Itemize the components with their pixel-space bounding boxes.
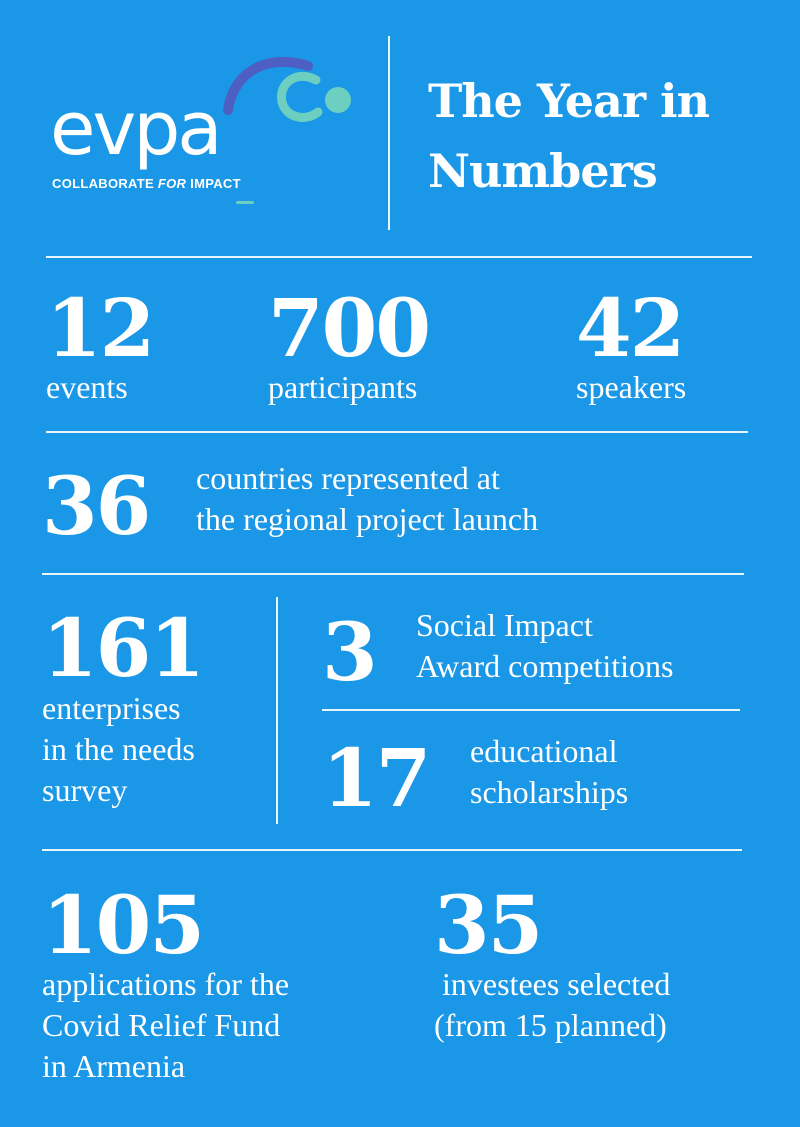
- stat-events-value: 12: [46, 281, 154, 375]
- header-divider: [388, 36, 390, 230]
- page-title: The Year in Numbers: [428, 74, 710, 198]
- divider-1: [46, 256, 752, 258]
- stat-countries-label: countries represented at the regional project launch: [196, 460, 539, 537]
- stat-speakers-label: speakers: [576, 369, 687, 405]
- stat-enterprises-label: enterprises in the needs survey: [42, 690, 195, 808]
- stat-countries-value: 36: [42, 459, 150, 553]
- logo-accent-bar: [236, 201, 254, 204]
- stat-enterprises-value: 161: [42, 601, 203, 695]
- stat-investees-label: investees selected (from 15 planned): [434, 966, 671, 1043]
- divider-awards-scholarships: [322, 709, 740, 711]
- logo-swoosh-icon: [220, 50, 360, 140]
- divider-2: [46, 431, 748, 433]
- stat-awards-value: 3: [322, 605, 376, 699]
- stat-events-label: events: [46, 369, 128, 405]
- stat-applications-label: applications for the Covid Relief Fund in Armenia: [42, 966, 290, 1084]
- row3-divider: [276, 597, 278, 824]
- stat-applications-value: 105: [42, 878, 203, 972]
- divider-4: [42, 849, 742, 851]
- divider-3: [42, 573, 744, 575]
- stat-scholarships-label: educational scholarships: [470, 733, 629, 810]
- stat-investees-value: 35: [434, 878, 542, 972]
- logo-wordmark: evpa: [50, 86, 220, 172]
- stat-awards-label: Social Impact Award competitions: [416, 607, 674, 684]
- stat-participants-value: 700: [268, 281, 429, 375]
- logo-tagline: COLLABORATE FOR IMPACT: [52, 176, 241, 191]
- stat-speakers-value: 42: [576, 281, 684, 375]
- stat-scholarships-value: 17: [322, 731, 430, 825]
- stat-participants-label: participants: [268, 369, 418, 405]
